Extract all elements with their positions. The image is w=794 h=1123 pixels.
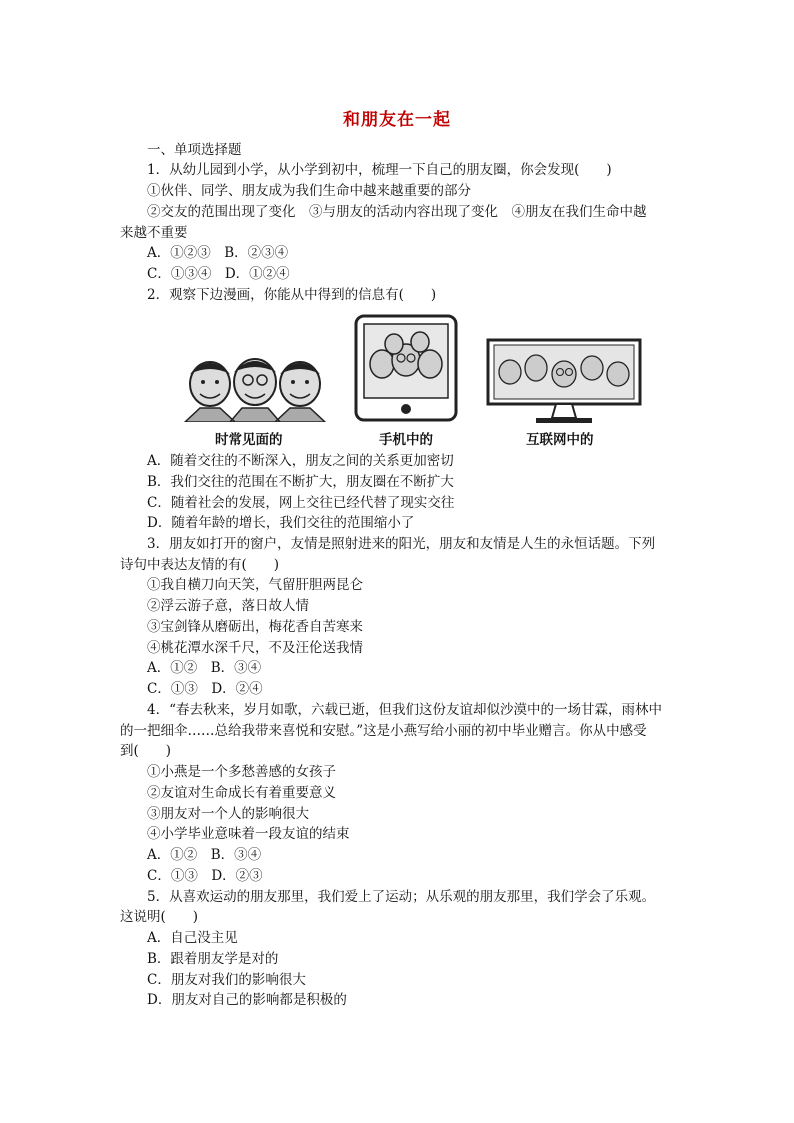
question-2-stem: 2．观察下边漫画，你能从中得到的信息有( ) bbox=[147, 287, 437, 303]
section-heading: 一、单项选择题 bbox=[147, 142, 242, 158]
question-3-answers-cd: C．①③ D．②④ bbox=[147, 681, 263, 697]
question-4-answers-ab: A．①② B．③④ bbox=[147, 847, 262, 863]
question-3-answers-ab: A．①② B．③④ bbox=[147, 660, 262, 676]
question-4-option-3: ③朋友对一个人的影响很大 bbox=[147, 806, 309, 822]
question-5-option-b: B．跟着朋友学是对的 bbox=[147, 951, 279, 967]
friends-face-to-face-illustration bbox=[180, 352, 330, 422]
phone-friends-illustration bbox=[354, 314, 458, 422]
question-1-stem: 1．从幼儿园到小学，从小学到初中，梳理一下自己的朋友圈，你会发现( ) bbox=[147, 162, 612, 178]
question-5-stem-cont: 这说明( ) bbox=[120, 909, 199, 925]
question-1-answers-cd: C．①③④ D．①②④ bbox=[147, 266, 290, 282]
question-3-option-4: ④桃花潭水深千尺，不及汪伦送我情 bbox=[147, 640, 363, 656]
question-4-stem: 4．“春去秋来，岁月如歌，六载已逝，但我们这份友谊却似沙漠中的一场甘霖，雨林中 bbox=[147, 702, 662, 718]
question-2-option-a: A．随着交往的不断深入，朋友之间的关系更加密切 bbox=[147, 453, 454, 469]
question-3-option-2: ②浮云游子意，落日故人情 bbox=[147, 598, 309, 614]
question-4-option-1: ①小燕是一个多愁善感的女孩子 bbox=[147, 764, 336, 780]
question-2-option-b: B．我们交往的范围在不断扩大，朋友圈在不断扩大 bbox=[147, 474, 454, 490]
question-4-answers-cd: C．①③ D．②③ bbox=[147, 868, 263, 884]
question-2-option-c: C．随着社会的发展，网上交往已经代替了现实交往 bbox=[147, 495, 455, 511]
caption-face-to-face: 时常见面的 bbox=[215, 432, 283, 448]
question-1-answers-ab: A．①②③ B．②③④ bbox=[147, 245, 289, 261]
question-3-option-1: ①我自横刀向天笑，气留肝胆两昆仑 bbox=[147, 577, 363, 593]
question-1-option-2-4: ②交友的范围出现了变化 ③与朋友的活动内容出现了变化 ④朋友在我们生命中越 bbox=[147, 204, 647, 220]
question-5-option-a: A．自己没主见 bbox=[147, 930, 238, 946]
question-1-option-1: ①伙伴、同学、朋友成为我们生命中越来越重要的部分 bbox=[147, 183, 471, 199]
caption-phone: 手机中的 bbox=[379, 432, 433, 448]
question-5-option-c: C．朋友对我们的影响很大 bbox=[147, 972, 306, 988]
question-4-option-2: ②友谊对生命成长有着重要意义 bbox=[147, 785, 336, 801]
internet-friends-illustration bbox=[486, 338, 642, 424]
question-5-option-d: D．朋友对自己的影响都是积极的 bbox=[147, 992, 347, 1008]
caption-internet: 互联网中的 bbox=[526, 432, 594, 448]
question-4-stem-cont-1: 的一把细伞……总给我带来喜悦和安慰。”这是小燕写给小丽的初中毕业赠言。你从中感受 bbox=[120, 723, 647, 739]
question-4-option-4: ④小学毕业意味着一段友谊的结束 bbox=[147, 826, 350, 842]
page-title: 和朋友在一起 bbox=[343, 110, 451, 130]
question-4-stem-cont-2: 到( ) bbox=[120, 743, 172, 759]
question-3-stem: 3．朋友如打开的窗户，友情是照射进来的阳光，朋友和友情是人生的永恒话题。下列 bbox=[147, 536, 656, 552]
question-2-option-d: D．随着年龄的增长，我们交往的范围缩小了 bbox=[147, 515, 415, 531]
question-3-option-3: ③宝剑锋从磨砺出，梅花香自苦寒来 bbox=[147, 619, 363, 635]
question-5-stem: 5．从喜欢运动的朋友那里，我们爱上了运动；从乐观的朋友那里，我们学会了乐观。 bbox=[147, 889, 656, 905]
cartoon-figure bbox=[170, 312, 650, 447]
question-1-option-4-cont: 来越不重要 bbox=[120, 225, 188, 241]
question-3-stem-cont: 诗句中表达友情的有( ) bbox=[120, 557, 280, 573]
